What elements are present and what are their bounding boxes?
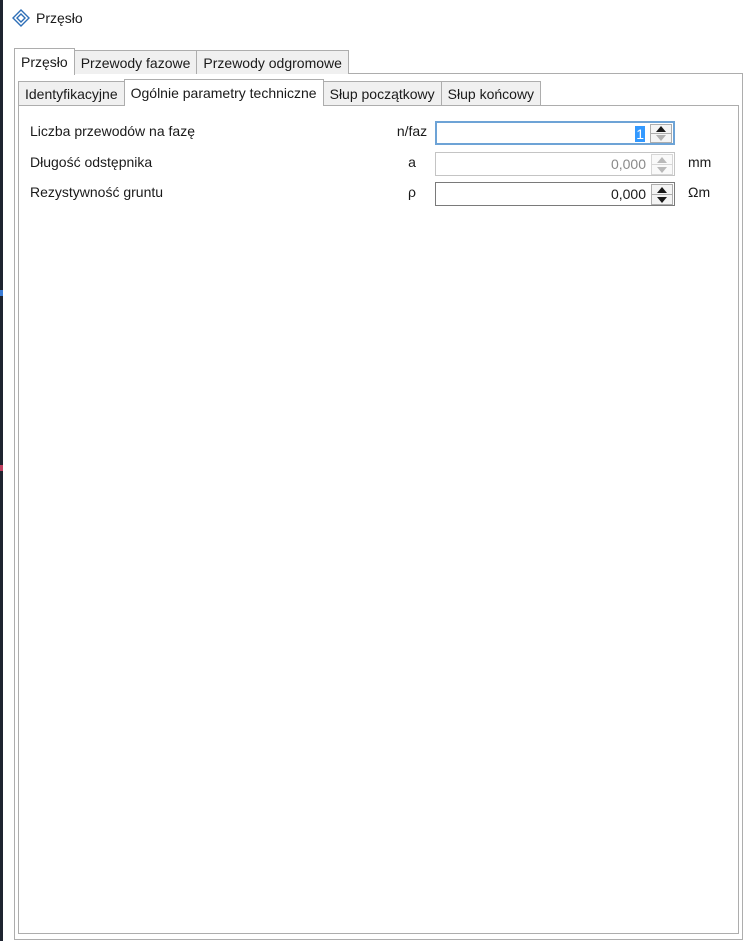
inner-tab-panel [18, 105, 739, 934]
tab-ogolnie-parametry-techniczne[interactable]: Ogólnie parametry techniczne [124, 79, 324, 106]
window-title: Przęsło [36, 10, 83, 26]
spin-down-button[interactable] [651, 194, 673, 205]
tab-slup-poczatkowy[interactable]: Słup początkowy [323, 81, 442, 105]
arrow-down-icon [656, 135, 666, 141]
field-label: Liczba przewodów na fazę [30, 123, 195, 139]
spin-buttons [650, 124, 672, 142]
soil-resistivity-spinbox[interactable] [435, 182, 675, 206]
tab-przewody-fazowe[interactable]: Przewody fazowe [74, 50, 198, 74]
spacer-length-spinbox[interactable] [435, 152, 675, 176]
tab-identyfikacyjne[interactable]: Identyfikacyjne [18, 81, 125, 105]
outer-tab-strip [14, 47, 348, 74]
field-unit: mm [688, 154, 712, 170]
spin-buttons [651, 184, 673, 204]
conductors-per-phase-spinbox[interactable] [435, 121, 675, 145]
inner-tab-strip [18, 78, 540, 105]
tab-przeslo[interactable]: Przęsło [14, 48, 75, 75]
arrow-up-icon [656, 126, 666, 132]
window-title-bar [12, 8, 83, 28]
arrow-up-icon [657, 187, 667, 193]
spin-down-button[interactable] [651, 164, 673, 175]
span-diamond-icon [12, 9, 30, 27]
field-symbol: ρ [408, 184, 416, 200]
field-row-conductors-per-phase [30, 121, 730, 145]
tab-slup-koncowy[interactable]: Słup końcowy [441, 81, 541, 105]
field-unit: Ωm [688, 184, 711, 200]
left-edge-strip [0, 0, 3, 941]
selected-value-text: 1 [636, 126, 644, 142]
conductors-per-phase-input[interactable] [437, 123, 647, 143]
arrow-down-icon [657, 167, 667, 173]
field-symbol: a [408, 154, 416, 170]
arrow-down-icon [657, 197, 667, 203]
arrow-up-icon [657, 157, 667, 163]
edge-marker [0, 290, 3, 296]
field-label: Rezystywność gruntu [30, 184, 164, 200]
field-symbol: n/faz [396, 123, 428, 139]
tab-przewody-odgromowe[interactable]: Przewody odgromowe [196, 50, 349, 74]
field-row-soil-resistivity [30, 182, 730, 206]
spacer-length-input[interactable]: 0,000 [610, 156, 646, 172]
field-label: Długość odstępnika [30, 154, 153, 170]
edge-marker [0, 465, 3, 471]
field-row-spacer-length [30, 152, 730, 176]
spin-buttons [651, 154, 673, 174]
spin-down-button[interactable] [650, 133, 672, 143]
soil-resistivity-input[interactable]: 0,000 [610, 186, 646, 202]
